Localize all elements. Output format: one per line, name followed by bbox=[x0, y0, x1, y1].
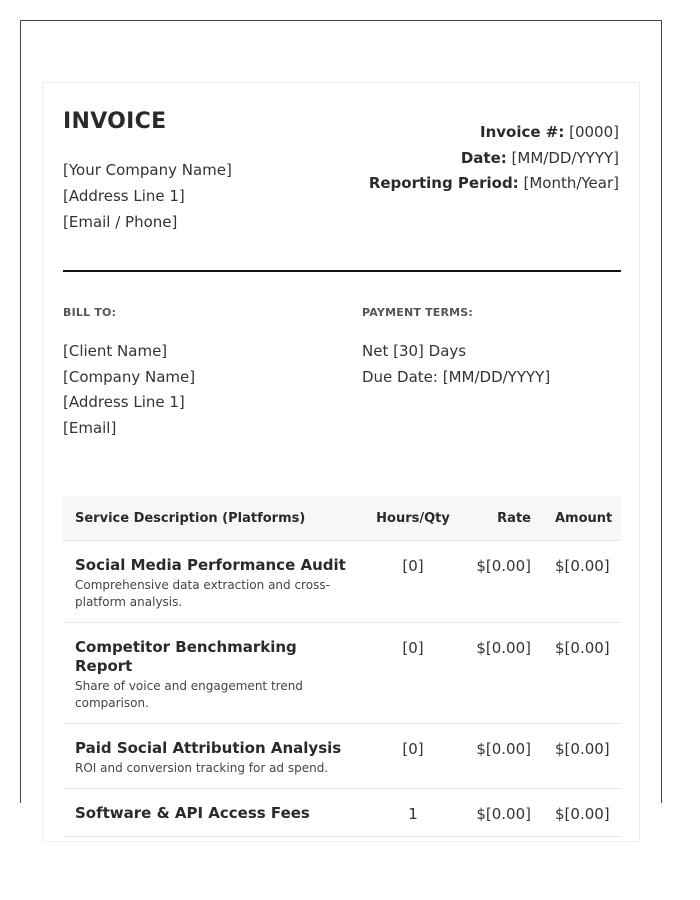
client-company: [Company Name] bbox=[63, 367, 196, 386]
client-name: [Client Name] bbox=[63, 342, 168, 360]
invoice-number-label: Invoice #: bbox=[479, 123, 565, 141]
payment-due-date: Due Date: [MM/DD/YYYY] bbox=[362, 367, 551, 386]
client-address: [Address Line 1] bbox=[63, 393, 185, 412]
item-amount: $[0.00] bbox=[543, 541, 621, 623]
header-qty: Hours/Qty bbox=[363, 496, 463, 541]
row-description-cell bbox=[63, 623, 363, 724]
invoice-title: INVOICE bbox=[63, 109, 167, 134]
invoice-sheet bbox=[42, 82, 640, 842]
table-row bbox=[63, 623, 621, 724]
bill-to-label: BILL TO: bbox=[63, 306, 117, 319]
payment-terms-label: PAYMENT TERMS: bbox=[362, 306, 474, 319]
item-qty: [0] bbox=[363, 724, 463, 789]
item-qty: [0] bbox=[363, 541, 463, 623]
sender-address: [Address Line 1] bbox=[63, 187, 185, 205]
item-qty: 1 bbox=[363, 789, 463, 837]
sender-company: [Your Company Name] bbox=[63, 161, 232, 179]
invoice-date-label: Date: bbox=[460, 148, 507, 167]
sender-block bbox=[63, 157, 232, 235]
reporting-period-value: [Month/Year] bbox=[523, 174, 619, 192]
item-name: Competitor Benchmarking Report bbox=[75, 638, 297, 675]
item-description: ROI and conversion tracking for ad spend. bbox=[75, 761, 329, 775]
item-amount: $[0.00] bbox=[543, 789, 621, 837]
invoice-meta bbox=[369, 120, 619, 197]
header-amount: Amount bbox=[543, 496, 621, 541]
invoice-number-row bbox=[369, 120, 619, 146]
row-description-cell bbox=[63, 789, 363, 837]
header-description: Service Description (Platforms) bbox=[63, 496, 363, 541]
reporting-period-label: Reporting Period: bbox=[368, 174, 519, 192]
item-description: Comprehensive data extraction and cross-platform analysis. bbox=[75, 578, 330, 609]
sender-contact: [Email / Phone] bbox=[63, 213, 178, 231]
table-row bbox=[63, 789, 621, 837]
item-description: Share of voice and engagement trend comparison. bbox=[75, 679, 303, 710]
table-row bbox=[63, 541, 621, 623]
payment-net: Net [30] Days bbox=[362, 342, 467, 360]
row-description-cell bbox=[63, 724, 363, 789]
line-items-table bbox=[63, 496, 621, 837]
item-rate: $[0.00] bbox=[463, 541, 543, 623]
table-header-row bbox=[63, 496, 621, 541]
item-amount: $[0.00] bbox=[543, 623, 621, 724]
invoice-date-row bbox=[369, 146, 619, 172]
client-email: [Email] bbox=[63, 419, 117, 438]
row-description-cell bbox=[63, 541, 363, 623]
item-qty: [0] bbox=[363, 623, 463, 724]
payment-terms-block bbox=[362, 339, 550, 390]
item-name: Software & API Access Fees bbox=[75, 804, 310, 822]
item-name: Paid Social Attribution Analysis bbox=[75, 739, 342, 757]
item-rate: $[0.00] bbox=[463, 789, 543, 837]
bill-to-block bbox=[63, 339, 195, 442]
header-rate: Rate bbox=[463, 496, 543, 541]
item-rate: $[0.00] bbox=[463, 724, 543, 789]
item-amount: $[0.00] bbox=[543, 724, 621, 789]
item-rate: $[0.00] bbox=[463, 623, 543, 724]
invoice-date-value: [MM/DD/YYYY] bbox=[511, 148, 619, 167]
header-divider bbox=[63, 270, 621, 272]
reporting-period-row bbox=[369, 171, 619, 197]
item-name: Social Media Performance Audit bbox=[75, 556, 346, 574]
document-viewport[interactable] bbox=[20, 20, 662, 823]
table-row bbox=[63, 724, 621, 789]
invoice-number-value: [0000] bbox=[569, 123, 619, 141]
